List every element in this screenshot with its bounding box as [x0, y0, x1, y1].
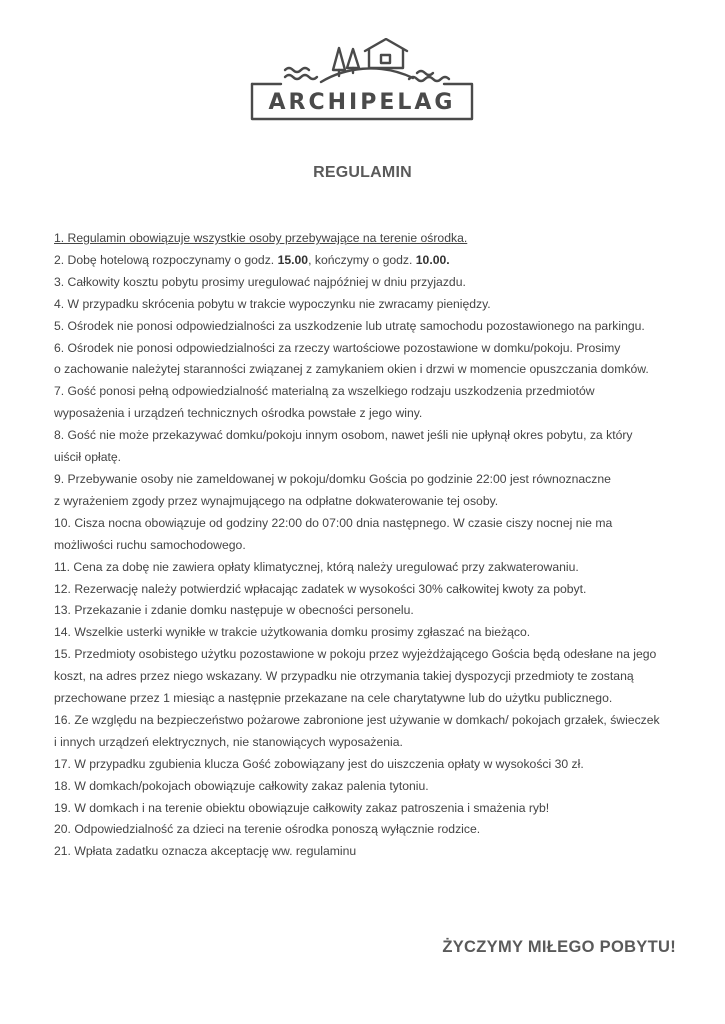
check-in-time: 15.00 [277, 252, 309, 267]
rule-2-text-mid: , kończymy o godz. [308, 252, 416, 267]
closing-greeting: ŻYCZYMY MIŁEGO POBYTU! [442, 938, 676, 956]
rule-7-line-1: 7. Gość ponosi pełną odpowiedzialność materialną za wszelkiego rodzaju uszkodzenia przedmiotów [54, 384, 595, 399]
rule-16-line-2: i innych urządzeń elektrycznych, nie stanowiących wyposażenia. [54, 734, 403, 749]
rule-5: 5. Ośrodek nie ponosi odpowiedzialności za uszkodzenie lub utratę samochodu pozostawionego na parkingu. [54, 318, 645, 333]
rule-20: 20. Odpowiedzialność za dzieci na terenie ośrodka ponoszą wyłącznie rodzice. [54, 822, 481, 837]
rule-13: 13. Przekazanie i zdanie domku następuje w obecności personelu. [54, 603, 414, 618]
logo-brand-text: ARCHIPELAG [268, 90, 456, 115]
rules-list [54, 228, 694, 863]
rule-8-line-2: uiścił opłatę. [54, 450, 122, 465]
rule-6-line-2: o zachowanie należytej staranności związanej z zamykaniem okien i drzwi w momencie opuszczania domków. [54, 362, 649, 377]
rule-2-text: 2. Dobę hotelową rozpoczynamy o godz. [54, 252, 278, 267]
rule-14: 14. Wszelkie usterki wynikłe w trakcie użytkowania domku prosimy zgłaszać na bieżąco. [54, 625, 531, 640]
rule-10-line-1: 10. Cisza nocna obowiązuje od godziny 22:00 do 07:00 dnia następnego. W czasie ciszy nocnej nie ma [54, 515, 613, 530]
rule-21: 21. Wpłata zadatku oznacza akceptację ww. regulaminu [54, 844, 357, 859]
rule-12: 12. Rezerwację należy potwierdzić wpłacając zadatek w wysokości 30% całkowitej kwoty za pobyt. [54, 581, 587, 596]
rule-11: 11. Cena za dobę nie zawiera opłaty klimatycznej, którą należy uregulować przy zakwaterowaniu. [54, 559, 579, 574]
page-title: REGULAMIN [313, 164, 412, 181]
rule-17: 17. W przypadku zgubienia klucza Gość zobowiązany jest do uiszczenia opłaty w wysokości 30 zł. [54, 756, 584, 771]
rule-10-line-2: możliwości ruchu samochodowego. [54, 537, 246, 552]
rule-3: 3. Całkowity kosztu pobytu prosimy uregulować najpóźniej w dniu przyjazdu. [54, 274, 466, 289]
rule-19: 19. W domkach i na terenie obiektu obowiązuje całkowity zakaz patroszenia i smażenia ryb! [54, 800, 550, 815]
rule-18: 18. W domkach/pokojach obowiązuje całkowity zakaz palenia tytoniu. [54, 778, 429, 793]
rule-9-line-2: z wyrażeniem zgody przez wynajmującego na odpłatne dokwaterowanie tej osoby. [54, 493, 499, 508]
archipelag-logo [249, 38, 475, 122]
rule-15-line-3: przechowane przez 1 miesiąc a następnie przekazane na cele charytatywne lub do użytku publicznego. [54, 691, 613, 706]
rule-8-line-1: 8. Gość nie może przekazywać domku/pokoju innym osobom, nawet jeśli nie upłynął okres pobytu, za który [54, 428, 633, 443]
rule-7-line-2: wyposażenia i urządzeń technicznych ośrodka powstałe z jego winy. [54, 406, 423, 421]
rule-15-line-2: koszt, na adres przez niego wskazany. W przypadku nie otrzymania takiej dyspozycji przedmioty te zostaną [54, 669, 634, 684]
rule-15-line-1: 15. Przedmioty osobistego użytku pozostawione w pokoju przez wyjeżdżającego Gościa będą odesłane na jego [54, 647, 657, 662]
rule-16-line-1: 16. Ze względu na bezpieczeństwo pożarowe zabronione jest używanie w domkach/ pokojach grzałek, świeczek [54, 712, 660, 727]
rule-9-line-1: 9. Przebywanie osoby nie zameldowanej w pokoju/domku Gościa po godzinie 22:00 jest równoznaczne [54, 471, 611, 486]
rule-2 [54, 250, 694, 272]
rule-6-line-1: 6. Ośrodek nie ponosi odpowiedzialności za rzeczy wartościowe pozostawione w domku/pokoju. Prosimy [54, 340, 621, 355]
rule-1: 1. Regulamin obowiązuje wszystkie osoby przebywające na terenie ośrodka. [54, 231, 468, 245]
check-out-time: 10.00. [415, 252, 450, 267]
rule-4: 4. W przypadku skrócenia pobytu w trakcie wypoczynku nie zwracamy pieniędzy. [54, 296, 491, 311]
